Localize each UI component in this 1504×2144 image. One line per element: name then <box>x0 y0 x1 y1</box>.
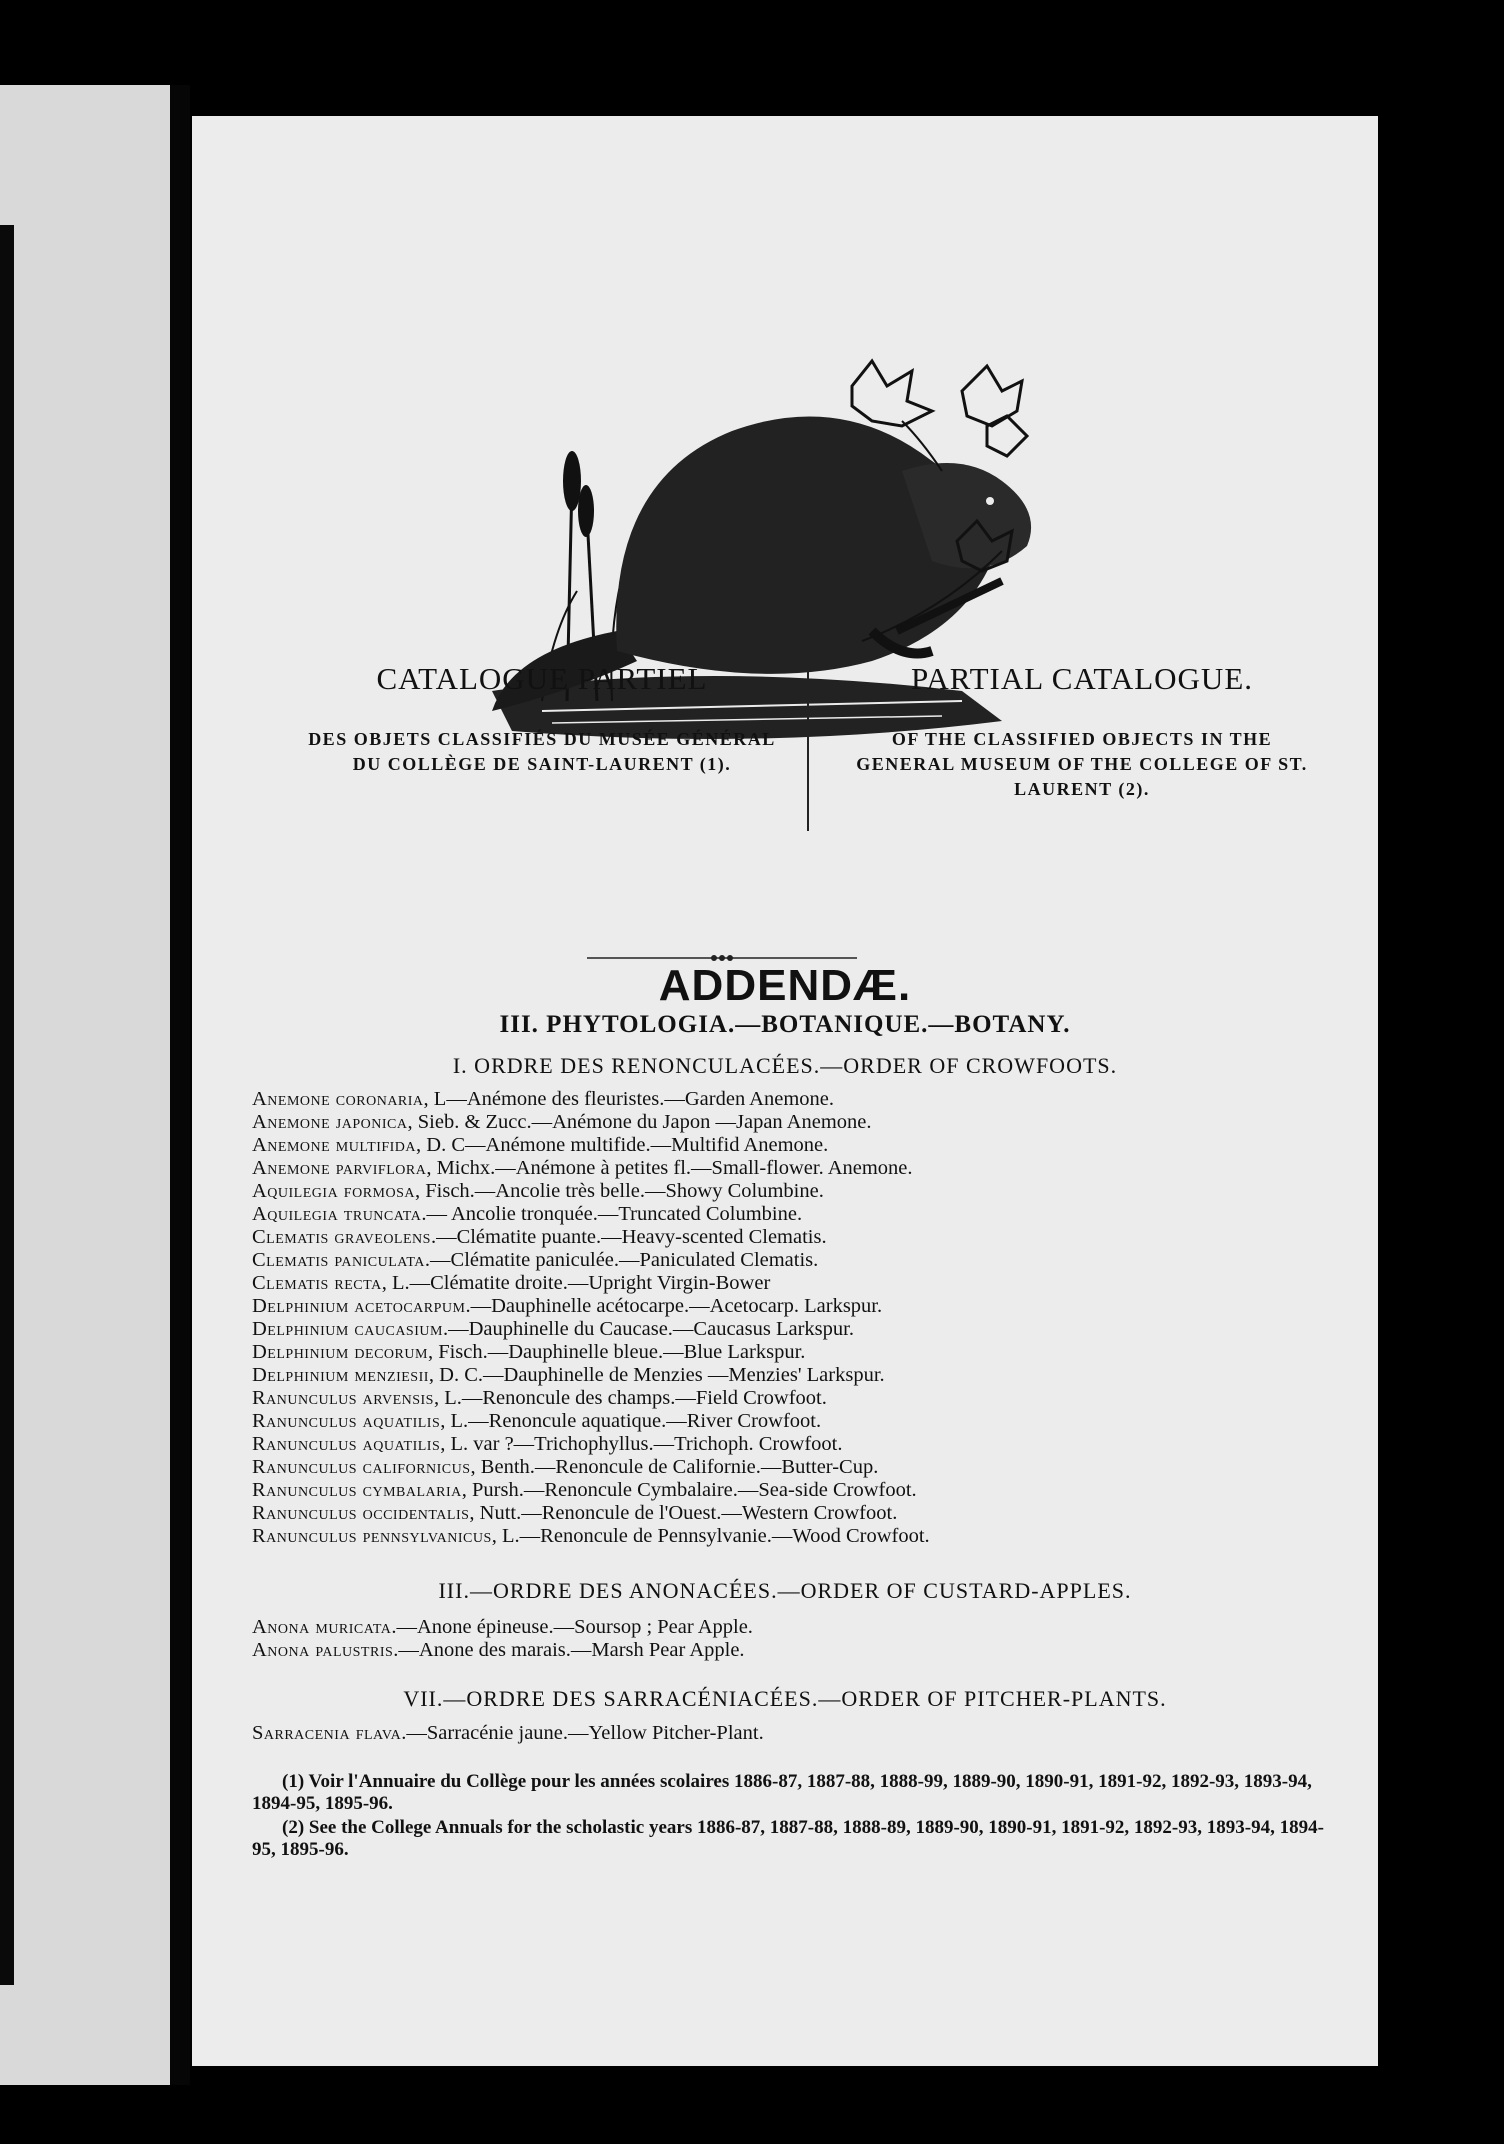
species-description: , Nutt.—Renoncule de l'Ouest.—Western Crowfoot. <box>469 1502 898 1524</box>
species-entry <box>252 1525 1362 1548</box>
species-description: , Fisch.—Dauphinelle bleue.—Blue Larkspur. <box>427 1341 806 1363</box>
footnote-2: (2) See the College Annuals for the scholastic years 1886-87, 1887-88, 1888-89, 1889-90, 1890-91, 1891-92, 1892-93, 1893-94, 1894-95, 1895-96. <box>252 1817 1324 1860</box>
species-name: Anemone coronaria <box>252 1088 424 1110</box>
order-3-entries <box>252 1616 1362 1662</box>
species-name: Aquilegia truncata <box>252 1203 422 1225</box>
species-entry <box>252 1479 1362 1502</box>
species-name: Clematis graveolens <box>252 1226 431 1248</box>
species-entry <box>252 1456 1362 1479</box>
species-entry <box>252 1180 1362 1203</box>
species-entry <box>252 1249 1362 1272</box>
species-description: , D. C—Anémone multifide.—Multifid Anemone. <box>416 1134 829 1156</box>
species-entry <box>252 1410 1362 1433</box>
species-description: , Benth.—Renoncule de Californie.—Butter-Cup. <box>470 1456 879 1478</box>
species-description: , L.—Renoncule de Pennsylvanie.—Wood Crowfoot. <box>491 1525 930 1547</box>
species-entry <box>252 1722 1362 1745</box>
order-7-entries <box>252 1722 1362 1745</box>
species-entry <box>252 1226 1362 1249</box>
footnotes <box>252 1771 1332 1863</box>
species-description: .—Dauphinelle du Caucase.—Caucasus Larkspur. <box>442 1318 854 1340</box>
species-description: , Fisch.—Ancolie très belle.—Showy Columbine. <box>415 1180 824 1202</box>
species-description: .—Dauphinelle acétocarpe.—Acetocarp. Larkspur. <box>465 1295 883 1317</box>
species-name: Anemone japonica <box>252 1111 408 1133</box>
species-name: Ranunculus aquatilis <box>252 1410 441 1432</box>
catalogue-en-subtitle: OF THE CLASSIFIED OBJECTS IN THE GENERAL MUSEUM OF THE COLLEGE OF ST. LAURENT (2). <box>856 729 1308 799</box>
species-entry <box>252 1134 1362 1157</box>
species-description: .—Clématite paniculée.—Paniculated Clematis. <box>424 1249 819 1271</box>
species-entry <box>252 1639 1362 1662</box>
species-entry <box>252 1088 1362 1111</box>
facing-page-shadow <box>0 225 14 1985</box>
catalogue-fr-subtitle: DES OBJETS CLASSIFIÉS DU MUSÉE GÉNÉRAL DU COLLÈGE DE SAINT-LAURENT (1). <box>308 729 776 774</box>
species-name: Ranunculus cymbalaria <box>252 1479 462 1501</box>
species-entry <box>252 1433 1362 1456</box>
species-entry <box>252 1387 1362 1410</box>
facing-page-edge <box>0 85 170 2085</box>
document-page <box>192 116 1378 2066</box>
species-description: , D. C.—Dauphinelle de Menzies —Menzies' Larkspur. <box>428 1364 885 1386</box>
book-gutter <box>170 85 190 2085</box>
species-description: , L—Anémone des fleuristes.—Garden Anemone. <box>423 1088 835 1110</box>
species-description: .—Sarracénie jaune.—Yellow Pitcher-Plant. <box>401 1722 764 1744</box>
species-name: Clematis recta <box>252 1272 382 1294</box>
species-name: Delphinium acetocarpum <box>252 1295 466 1317</box>
species-entry <box>252 1341 1362 1364</box>
species-description: .—Anone des marais.—Marsh Pear Apple. <box>393 1639 745 1661</box>
species-description: , Michx.—Anémone à petites fl.—Small-flower. Anemone. <box>426 1157 913 1179</box>
species-entry <box>252 1157 1362 1180</box>
catalogue-fr <box>292 661 792 777</box>
species-entry <box>252 1318 1362 1341</box>
section-heading: III. PHYTOLOGIA.—BOTANIQUE.—BOTANY. <box>499 1011 1071 1038</box>
species-description: , L.—Clématite droite.—Upright Virgin-Bower <box>381 1272 771 1294</box>
species-name: Delphinium decorum <box>252 1341 428 1363</box>
species-name: Anona palustris <box>252 1639 394 1661</box>
species-name: Anemone parviflora <box>252 1157 427 1179</box>
species-description: , L.—Renoncule aquatique.—River Crowfoot. <box>440 1410 822 1432</box>
species-name: Anemone multifida <box>252 1134 417 1156</box>
order-heading: VII.—ORDRE DES SARRACÉNIACÉES.—ORDER OF PITCHER-PLANTS. <box>403 1686 1167 1711</box>
species-name: Ranunculus aquatilis <box>252 1433 441 1455</box>
footnote-1: (1) Voir l'Annuaire du Collège pour les années scolaires 1886-87, 1887-88, 1888-99, 1889-90, 1890-91, 1891-92, 1892-93, 1893-94, 1894-95, 1895-96. <box>252 1771 1312 1814</box>
species-entry <box>252 1364 1362 1387</box>
species-entry <box>252 1203 1362 1226</box>
species-description: , Sieb. & Zucc.—Anémone du Japon —Japan Anemone. <box>407 1111 872 1133</box>
species-description: , Pursh.—Renoncule Cymbalaire.—Sea-side Crowfoot. <box>461 1479 917 1501</box>
column-divider <box>807 661 809 831</box>
species-description: , L.—Renoncule des champs.—Field Crowfoot. <box>433 1387 827 1409</box>
species-description: .— Ancolie tronquée.—Truncated Columbine. <box>421 1203 803 1225</box>
species-entry <box>252 1616 1362 1639</box>
species-name: Delphinium caucasium <box>252 1318 443 1340</box>
species-description: , L. var ?—Trichophyllus.—Trichoph. Crowfoot. <box>440 1433 843 1455</box>
species-description: .—Clématite puante.—Heavy-scented Clematis. <box>430 1226 827 1248</box>
species-name: Delphinium menziesii <box>252 1364 429 1386</box>
species-name: Ranunculus pennsylvanicus <box>252 1525 492 1547</box>
species-entry <box>252 1502 1362 1525</box>
species-name: Ranunculus occidentalis <box>252 1502 470 1524</box>
order-1-entries <box>252 1088 1362 1548</box>
species-name: Ranunculus californicus <box>252 1456 471 1478</box>
species-name: Ranunculus arvensis <box>252 1387 434 1409</box>
species-description: .—Anone épineuse.—Soursop ; Pear Apple. <box>391 1616 753 1638</box>
species-entry <box>252 1111 1362 1134</box>
catalogue-fr-title: CATALOGUE PARTIEL <box>376 661 708 696</box>
catalogue-en-title: PARTIAL CATALOGUE. <box>910 661 1254 696</box>
order-heading: I. ORDRE DES RENONCULACÉES.—ORDER OF CROWFOOTS. <box>452 1053 1118 1078</box>
catalogue-header <box>282 661 1342 981</box>
species-name: Aquilegia formosa <box>252 1180 415 1202</box>
order-heading: III.—ORDRE DES ANONACÉES.—ORDER OF CUSTARD-APPLES. <box>438 1578 1132 1603</box>
species-name: Anona muricata <box>252 1616 392 1638</box>
catalogue-en <box>832 661 1332 802</box>
species-name: Sarracenia flava <box>252 1722 402 1744</box>
addenda-heading: ADDENDÆ. <box>658 961 912 1010</box>
species-entry <box>252 1295 1362 1318</box>
species-name: Clematis paniculata <box>252 1249 425 1271</box>
species-entry <box>252 1272 1362 1295</box>
